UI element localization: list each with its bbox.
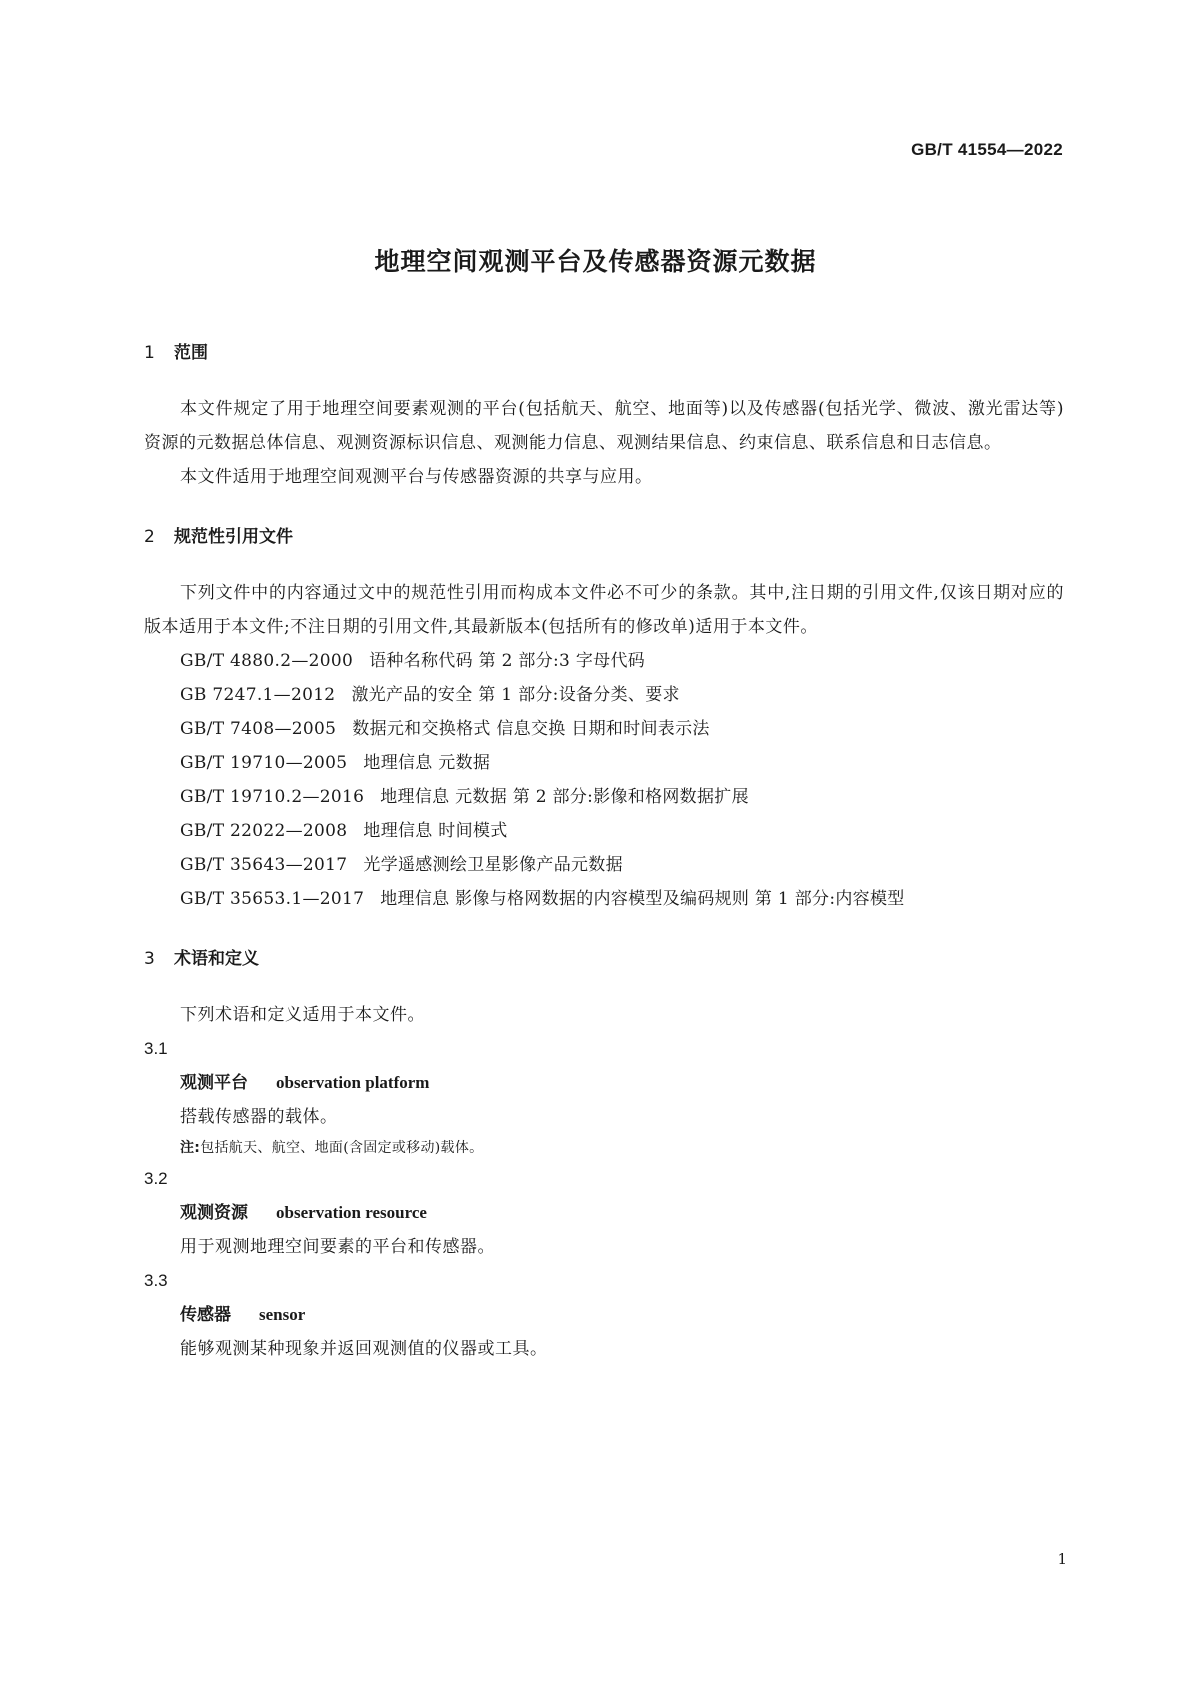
reference-code: GB/T 19710.2—2016 <box>180 787 365 807</box>
section-title: 范围 <box>174 343 208 363</box>
section-number: 2 <box>144 527 155 547</box>
reference-code: GB/T 7408—2005 <box>180 719 337 739</box>
term-definition: 用于观测地理空间要素的平台和传感器。 <box>180 1237 495 1257</box>
reference-title: 语种名称代码 第 2 部分:3 字母代码 <box>369 651 646 671</box>
term-name <box>144 1196 1064 1230</box>
reference-list <box>144 644 1064 916</box>
reference-title: 地理信息 元数据 <box>363 753 491 773</box>
term-name-en: observation platform <box>276 1073 430 1092</box>
reference-title: 地理信息 时间模式 <box>363 821 508 841</box>
section-heading-normative-references <box>144 524 1064 550</box>
scope-paragraph: 本文件规定了用于地理空间要素观测的平台(包括航天、航空、地面等)以及传感器(包括光学、微波、激光雷达等)资源的元数据总体信息、观测资源标识信息、观测能力信息、观测结果信息、约束信息、联系信息和日志信息。 <box>144 399 1064 453</box>
terms-intro: 下列术语和定义适用于本文件。 <box>180 1005 425 1025</box>
term-entry <box>144 1032 1064 1162</box>
document-body <box>144 340 1064 1366</box>
section-gap <box>144 494 1064 524</box>
reference-item <box>144 780 1064 814</box>
term-note-label: 注: <box>180 1140 201 1156</box>
section-heading-terms <box>144 946 1064 972</box>
term-definition: 搭载传感器的载体。 <box>180 1107 338 1127</box>
term-note <box>144 1134 1064 1162</box>
reference-item <box>144 848 1064 882</box>
standard-code: GB/T 41554—2022 <box>911 140 1063 159</box>
term-number: 3.2 <box>144 1169 168 1188</box>
section-title: 规范性引用文件 <box>174 527 293 547</box>
reference-code: GB/T 22022—2008 <box>180 821 348 841</box>
section-number: 1 <box>144 343 155 363</box>
scope-paragraph: 本文件适用于地理空间观测平台与传感器资源的共享与应用。 <box>180 467 653 487</box>
term-entry <box>144 1264 1064 1366</box>
term-number: 3.1 <box>144 1039 168 1058</box>
reference-code: GB/T 35643—2017 <box>180 855 348 875</box>
reference-item <box>144 814 1064 848</box>
term-name <box>144 1066 1064 1100</box>
normative-references-intro: 下列文件中的内容通过文中的规范性引用而构成本文件必不可少的条款。其中,注日期的引用文件,仅该日期对应的版本适用于本文件;不注日期的引用文件,其最新版本(包括所有的修改单)适用于本文件。 <box>144 583 1064 637</box>
reference-title: 激光产品的安全 第 1 部分:设备分类、要求 <box>351 685 680 705</box>
reference-item <box>144 644 1064 678</box>
term-name-zh: 传感器 <box>180 1305 231 1325</box>
term-note-text: 包括航天、航空、地面(含固定或移动)载体。 <box>200 1140 484 1156</box>
section-gap <box>144 916 1064 946</box>
section-title: 术语和定义 <box>174 949 259 969</box>
term-entry <box>144 1162 1064 1264</box>
section-number: 3 <box>144 949 155 969</box>
reference-item <box>144 712 1064 746</box>
term-name-zh: 观测资源 <box>180 1203 248 1223</box>
term-name-en: sensor <box>259 1305 306 1324</box>
reference-item <box>144 746 1064 780</box>
reference-item <box>144 678 1064 712</box>
term-number: 3.3 <box>144 1271 168 1290</box>
reference-title: 光学遥感测绘卫星影像产品元数据 <box>363 855 623 875</box>
reference-item <box>144 882 1064 916</box>
reference-title: 地理信息 影像与格网数据的内容模型及编码规则 第 1 部分:内容模型 <box>380 889 905 909</box>
reference-code: GB/T 19710—2005 <box>180 753 348 773</box>
document-title: 地理空间观测平台及传感器资源元数据 <box>374 247 817 276</box>
reference-code: GB/T 35653.1—2017 <box>180 889 365 909</box>
term-definition: 能够观测某种现象并返回观测值的仪器或工具。 <box>180 1339 548 1359</box>
section-heading-scope <box>144 340 1064 366</box>
reference-code: GB 7247.1—2012 <box>180 685 336 705</box>
page-number: 1 <box>1057 1550 1067 1568</box>
term-name-en: observation resource <box>276 1203 427 1222</box>
reference-title: 数据元和交换格式 信息交换 日期和时间表示法 <box>352 719 710 739</box>
reference-title: 地理信息 元数据 第 2 部分:影像和格网数据扩展 <box>380 787 749 807</box>
term-name-zh: 观测平台 <box>180 1073 248 1093</box>
term-name <box>144 1298 1064 1332</box>
reference-code: GB/T 4880.2—2000 <box>180 651 354 671</box>
